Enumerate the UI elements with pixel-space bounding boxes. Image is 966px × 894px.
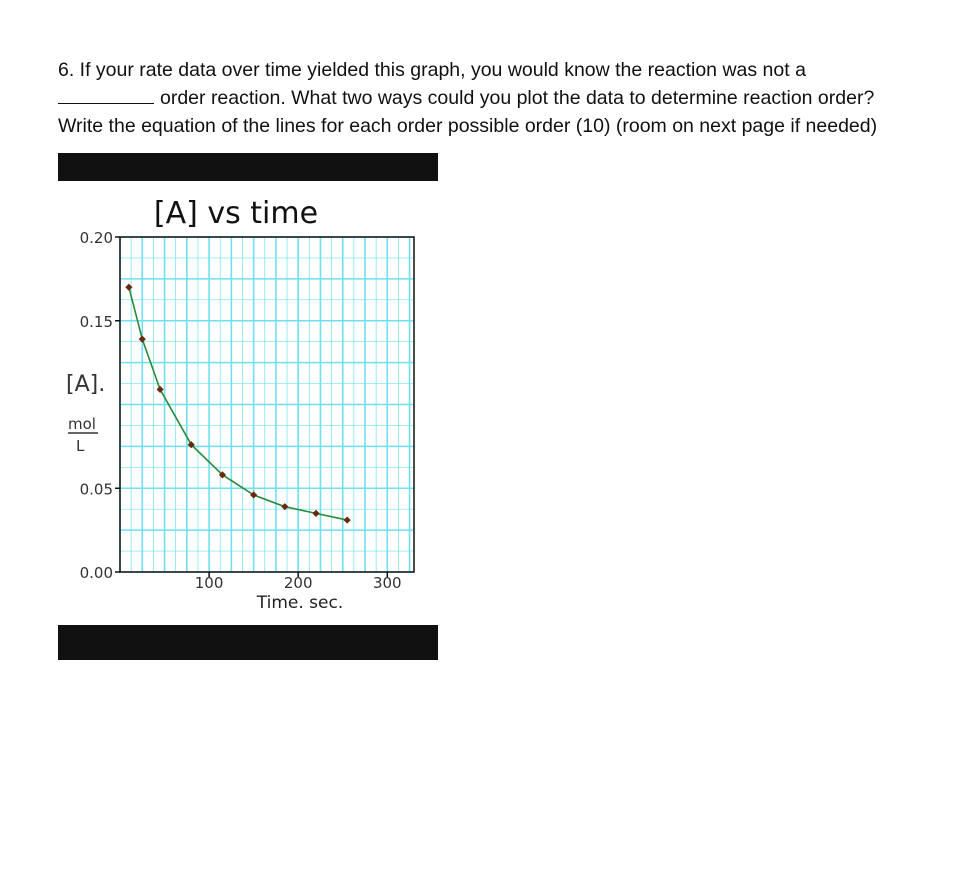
concentration-vs-time-chart	[58, 181, 438, 625]
chart-grid	[120, 237, 414, 572]
top-black-bar	[58, 153, 438, 181]
bottom-black-bar	[58, 625, 438, 660]
y-tick-label: 0.00	[79, 564, 113, 582]
data-point	[344, 516, 351, 523]
x-axis-label: Time. sec.	[256, 593, 344, 613]
x-tick-label: 200	[283, 574, 313, 592]
x-tick-label: 100	[194, 574, 224, 592]
chart-container	[58, 181, 438, 625]
series-line	[129, 287, 347, 520]
y-tick-label: 0.15	[79, 312, 113, 331]
x-tick-label: 300	[372, 574, 402, 592]
answer-blank[interactable]	[58, 86, 154, 104]
y-axis	[80, 229, 120, 582]
chart-title: [A] vs time	[153, 196, 319, 231]
y-tick-label: 0.05	[79, 480, 113, 499]
question-line-2	[58, 84, 938, 112]
question-line-3: Write the equation of the lines for each order possible order (10) (room on next page if needed)	[58, 115, 878, 137]
y-axis-unit-denominator: L	[76, 437, 85, 455]
y-tick-label: 0.20	[79, 229, 113, 247]
question-line-2-text: order reaction. What two ways could you plot the data to determine reaction order?	[160, 87, 875, 109]
y-axis-unit-numerator: mol	[68, 415, 96, 433]
question-text	[58, 56, 938, 140]
data-point	[312, 510, 319, 517]
data-point	[156, 386, 163, 393]
question-line-1: 6. If your rate data over time yielded this graph, you would know the reaction was not a	[58, 59, 806, 81]
x-axis	[195, 572, 402, 592]
y-axis-label: [A].	[66, 372, 106, 397]
